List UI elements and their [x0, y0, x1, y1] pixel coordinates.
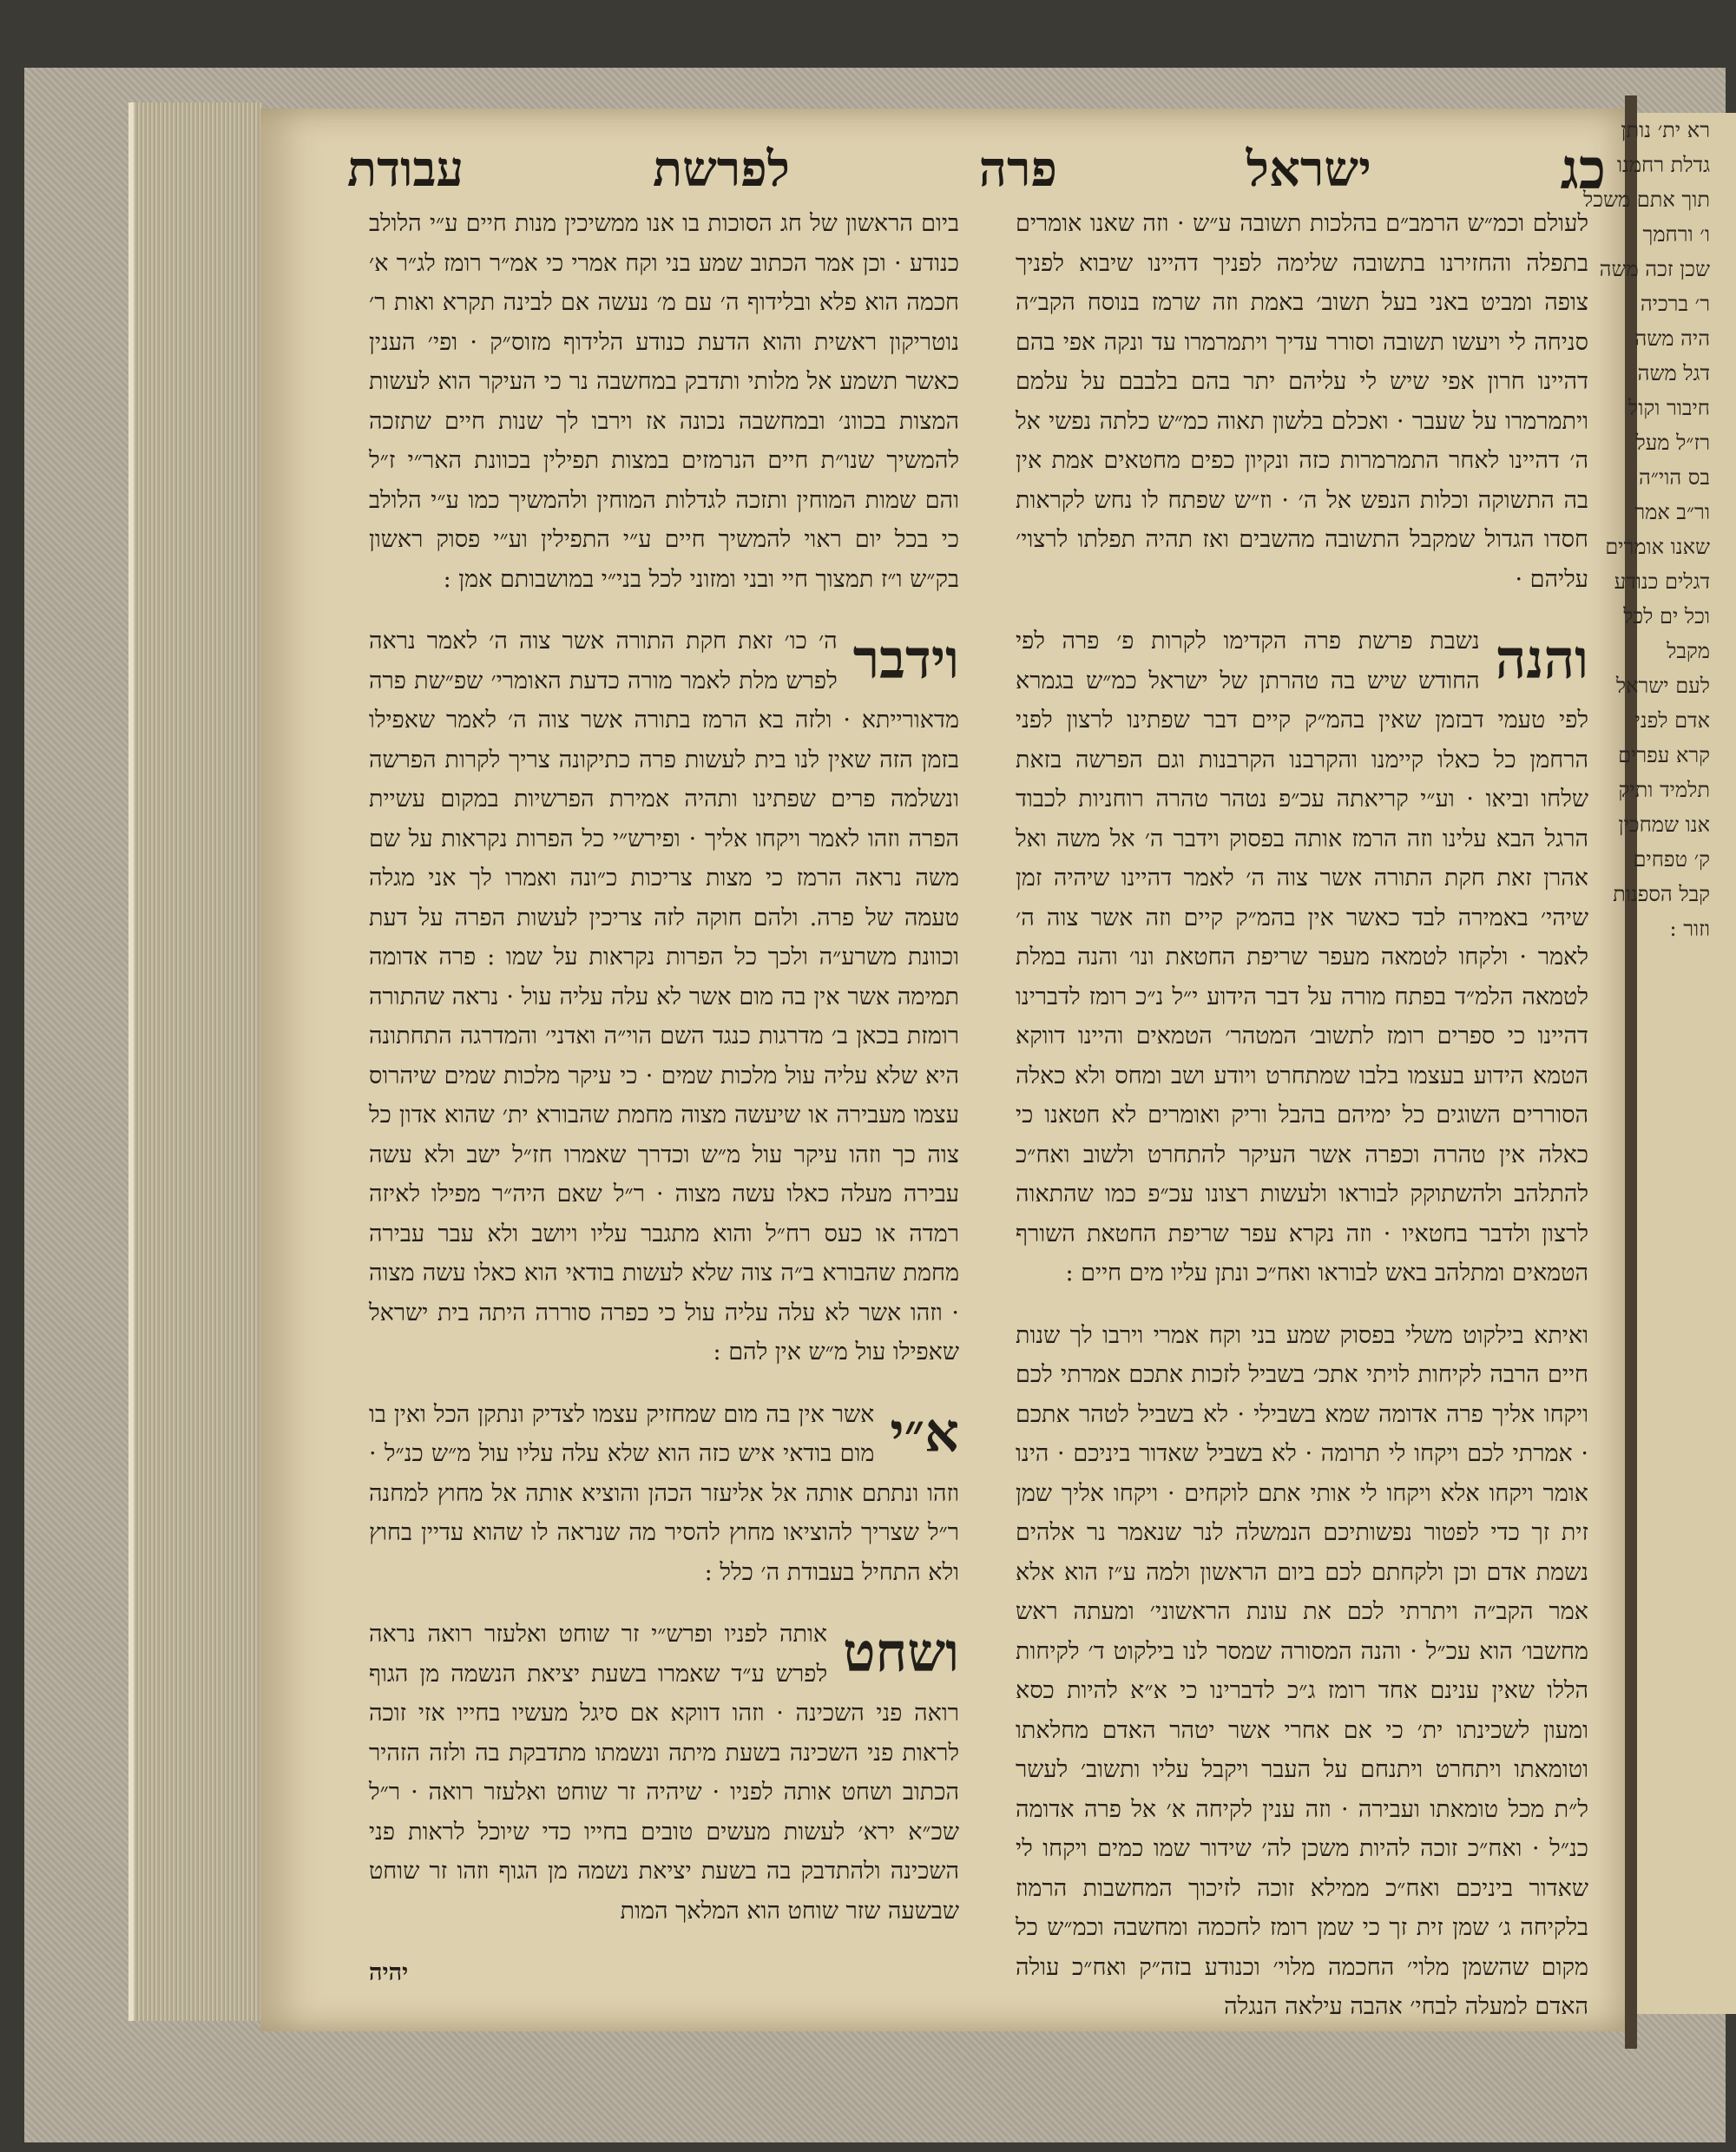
facing-page-line: ור״ב אמר	[1634, 500, 1710, 524]
facing-page-line: לעם ישראל	[1615, 674, 1710, 698]
text-paragraph	[369, 1395, 959, 1593]
header-word-avodat: עבודת	[347, 141, 464, 198]
paragraph-lead-word: ושחט	[843, 1621, 959, 1684]
facing-page-line: אדם לפני	[1634, 708, 1710, 733]
text-paragraph	[369, 1615, 959, 1931]
facing-page-line: גדלת רחמנו	[1616, 153, 1710, 177]
book-gutter	[1625, 95, 1637, 2049]
facing-page-line: מקבל	[1667, 639, 1710, 663]
facing-page-line: קבל הספנות	[1613, 882, 1710, 906]
facing-page-line: בס הוי״ה	[1638, 465, 1710, 490]
paragraph-text: אשר אין בה מום שמחזיק עצמו לצדיק ונתקן הכל ואין בו מום בודאי איש כזה הוא שלא עלה עליו עול מ״ש כנ״ל · וזהו ונתתם אותה אל אליעזר הכהן והוציא אותה אל מחוץ למחנה ר״ל שצריך להוציאו מחוץ להסיר מה שנראה לו שהוא עדיין בחוץ ולא התחיל בעבודת ה׳ כלל :	[369, 1400, 959, 1586]
header-word-lefarshat: לפרשת	[652, 141, 790, 198]
facing-page-line: דגלים כנודע	[1614, 569, 1710, 594]
facing-page-line: רא ית׳ נותן	[1621, 118, 1710, 142]
paragraph-text: ביום הראשון של חג הסוכות בו אנו ממשיכין מנות חיים ע״י הלולב כנודע · וכן אמר הכתוב שמע בני וקח אמרי כי אמ״ר רומז לג״ר א׳ חכמה הוא פלא ובלידוף ה׳ עם מ׳ נעשה אם לבינה תקרא ואות ר׳ נוטריקון ראשית והוא הדעת כנודע הלידוף מזוס״ק · ופי׳ הענין כאשר תשמע אל מלותי ותדבק במחשבה נר כי העיקר הוא לעשות המצות בכוונ׳ ובמחשבה נכונה אז וירבו לך שנות חיים שתזכה להמשיך שנו״ת חיים הנרמזים במצות תפילין בכוונת האר״י ז״ל והם שמות המוחין ותזכה לגדלות המוחין ולהמשיך כמו ע״י הלולב כי בכל יום ראוי להמשיך חיים ע״י התפילין וע״י פסוק ראשון בק״ש ו״ז תמצוך חיי ובני ומזוני לכל בני״י במושבותם אמן :	[369, 210, 959, 593]
facing-page-line: וזור :	[1669, 917, 1710, 941]
left-text-column	[369, 204, 959, 1993]
catchword: יהיה	[369, 1959, 409, 1986]
paragraph-lead-word: א״י	[890, 1400, 959, 1464]
facing-page-line: חיבור וקול	[1628, 396, 1710, 420]
text-paragraph	[1016, 1316, 1588, 2027]
facing-page-line: וכל ים לכל	[1623, 604, 1710, 628]
right-text-column	[1016, 204, 1588, 2050]
paragraph-text: נשבת פרשת פרה הקדימו לקרות פ׳ פרה לפי החודש שיש בה טהרתן של ישראל כמ״ש בגמרא לפי טעמי דבזמן שאין בהמ״ק קיים דבר שפתינו לרצון לפני הרחמן כל כאלו קיימנו והקרבנו הקרבנות וגם הפרשה בזאת שלחו וביאו · וע״י קריאתה עכ״פ נטהר טהרה רוחניות לכבוד הרגל הבא עלינו וזה הרמז אותה בפסוק וידבר ה׳ אל משה ואל אהרן זאת חקת התורה אשר צוה ה׳ לאמר דהיינו שיהיה זמן שיהי׳ באמירה לבד כאשר אין בהמ״ק קיים וזה אשר צוה ה׳ לאמר · ולקחו לטמאה מעפר שריפת החטאת ונו׳ והנה במלת לטמאה הלמ״ד בפתח מורה על דבר הידוע י״ל נ״כ רומז לדברינו דהיינו כי ספרים רומז לתשוב׳ המטהר׳ הטמאים והיינו דווקא הטמא הידוע בעצמו בלבו שמתחרט ויודע ושב ומחס ולא כאלה הסוררים השוגים כל ימיהם בהבל וריק ואומרים לא חטאנו כי כאלה אין טהרה וכפרה אשר העיקר להתחרט ולשוב ואח״כ להתלהב ולהשתוקק לבוראו ולעשות רצונו עכ״פ כמו שהתאוה לרצון ולדבר בחטאיו · וזה נקרא עפר שריפת החטאת השורף הטמאים ומתלהב באש לבוראו ואח״כ ונתן עליו מים חיים :	[1016, 628, 1588, 1287]
header-word-yisrael: ישראל	[1246, 141, 1371, 198]
facing-page-line: קרא עפרים	[1618, 743, 1710, 767]
facing-page-line: אנו שמחכין	[1618, 813, 1710, 837]
text-paragraph	[1016, 622, 1588, 1293]
page-edges	[128, 102, 264, 2021]
facing-page-line: ק׳ טפחים	[1633, 847, 1710, 872]
running-header	[347, 130, 1606, 208]
text-paragraph	[369, 622, 959, 1372]
paragraph-lead-word: וידבר	[852, 628, 959, 691]
text-paragraph	[1016, 204, 1588, 599]
facing-page-line: שכן זכה משה	[1599, 257, 1710, 281]
folio-number: כג	[1560, 136, 1606, 202]
facing-page-line: היה משה	[1634, 326, 1710, 351]
facing-page-line: דגל משה	[1637, 361, 1710, 385]
facing-page-line: שאנו אומרים	[1605, 535, 1710, 559]
paragraph-text: ואיתא בילקוט משלי בפסוק שמע בני וקח אמרי וירבו לך שנות חיים הרבה לקיחות לויתי אתכ׳ בשביל לזכות אתכם אמרתי לכם ויקחו אליך פרה אדומה שמא בשבילי · לא בשביל לטהר אתכם · אמרתי לכם ויקחו לי תרומה · לא בשביל שאדור ביניכם · הינו אומר ויקחו אלא ויקחו לי אותי אתם לוקחים · ויקחו אליך שמן זית זך כדי לפטור נפשותיכם הנמשלה לנר שנאמר נר אלהים נשמת אדם וכן ולקחתם לכם ביום הראשון ולמה ע״ז הוא אלא אמר הקב״ה ויתרתי לכם את עונת הראשוני׳ ומעתה ראש מחשבו׳ הוא עכ״ל · והנה המסורה שמסר לנו בילקוט ד׳ לקיחות הללו שאין ענינם אחד רומז ג״כ לדברינו כי א״א להיות כסא ומעון לשכינתו ית׳ כי אם אחרי אשר יטהר האדם מחלאתו וטומאתו ויתחרט ויתנחם על העבר ויקבל עליו ותשוב׳ לעשר ל״ת מכל טומאתו ועבירה · וזה ענין לקיחה א׳ אל פרה אדומה כנ״ל · ואח״כ זוכה להיות משכן לה׳ שידור שמו כמים ויקחו לי שאדור ביניכם ואח״כ ממילא זוכה לזיכוך המחשבות הרמוז בלקיחה ג׳ שמן זית זך כי שמן רומז לחכמה ומחשבה וכמ״ש כל מקום שהשמן מלוי׳ החכמה מלוי׳ וכנודע בזה״ק ואח״כ עולה האדם למעלה לבחי׳ אהבה עילאה הנגלה	[1016, 1321, 1588, 2020]
facing-page-line: ו׳ ורחמך	[1642, 222, 1710, 247]
header-word-para: פרה	[978, 141, 1057, 198]
paragraph-text: ה׳ כו׳ זאת חקת התורה אשר צוה ה׳ לאמר נראה לפרש מלת לאמר מורה כדעת האומרי׳ שפ״שת פרה מדאורייתא · ולזה בא הרמז בתורה אשר צוה ה׳ לאמר שאפילו בזמן הזה שאין לנו בית לעשות פרה כתיקונה צריך לקרות הפרשה ונשלמה פרים שפתינו ותהיה אמירת הפרשיות במקום עשיית הפרה וזהו לאמר ויקחו אליך · ופירש״י כל הפרות נקראות על שם משה נראה הרמז כי מצות צריכות כ״ונה ואמרו לך אני מגלה טעמה של פרה. ולהם חוקה לזה צריכין לעשות הפרה על דעת וכוונת משרע״ה ולכך כל הפרות נקראות על שמו : פרה אדומה תמימה אשר אין בה מום אשר לא עלה עליה עול · נראה שהתורה רומזת בכאן ב׳ מדרגות כנגד השם הוי״ה ואדני׳ והמדרגה התחתונה היא שלא עליה עול מלכות שמים · כי עיקר מלכות שמים שיהרוס עצמו מעבירה או שיעשה מצוה מחמת שהבורא ית׳ שהוא אדון כל צוה כך וזהו עיקר עול מ״ש וכדרך שאמרו חז״ל ישב ולא עשה עבירה מעלה כאלו עשה מצוה · ר״ל שאם היה״ר מפילו לאיזה רמדה או כעס רח״ל והוא מתגבר עליו ויושב ולא עבר עבירה מחמת שהבורא ב״ה צוה שלא לעשות בודאי הוא כאלו עשה מצוה · וזהו אשר לא עלה עליה עול כי כפרה סוררה היתה בית ישראל שאפילו עול מ״ש אין להם :	[369, 628, 959, 1366]
text-paragraph	[369, 204, 959, 599]
facing-page-line: ר׳ ברכיה	[1640, 292, 1710, 316]
paragraph-text: לעולם וכמ״ש הרמב״ם בהלכות תשובה ע״ש · וזה שאנו אומרים בתפלה והחזירנו בתשובה שלימה לפניך דהיינו שיבוא לפניך צופה ומביט באני בעל תשוב׳ באמת וזה שרמז בנוסח הקב״ה סניחה לי ויעשו תשובה וסורר עדיך ויתמרמרו עד ונקה אפי בהם דהיינו חרון אפי שיש לי עליהם יתר בהם בלבבם על עלמם ויתמרמרו על שעבר · ואכלם בלשון תאוה כמ״ש כלתה נפשי אל ה׳ דהיינו לאחר התמרמרות כזה ונקיון כפים מחטאים אמת אין בה התשוקה וכלות הנפש אל ה׳ · וז״ש שפתח לו נחש לקראות חסדו הגדול שמקבל התשובה מהשבים ואז תהיה תפלתו לרצוי׳ עליהם ·	[1016, 210, 1588, 593]
paragraph-text: אותה לפניו ופרש״י זר שוחט ואלעזר רואה נראה לפרש ע״ד שאמרו בשעת יציאת הנשמה מן הגוף רואה פני השכינה · וזהו דווקא אם סיגל מעשיו בחייו אזי זוכה לראות פני השכינה בשעת מיתה ונשמתו מתדבקת בה ולזה הזהיר הכתוב ושחט אותה לפניו · שיהיה זר שוחט ואלעזר רואה · ר״ל שכ״א ירא׳ לעשות מעשים טובים בחייו כדי שיוכל לראות פני השכינה ולהתדבק בה בשעת יציאת נשמה מן הגוף וזהו זר שוחט שבשעה שזר שוחט הוא המלאך המות	[369, 1621, 959, 1925]
facing-page-line: תלמיד ותיק	[1618, 778, 1710, 802]
facing-page-line: רז״ל מעל	[1635, 431, 1710, 455]
paragraph-lead-word: והנה	[1495, 628, 1588, 691]
facing-page-line: תוך אתם משכל	[1582, 188, 1710, 212]
